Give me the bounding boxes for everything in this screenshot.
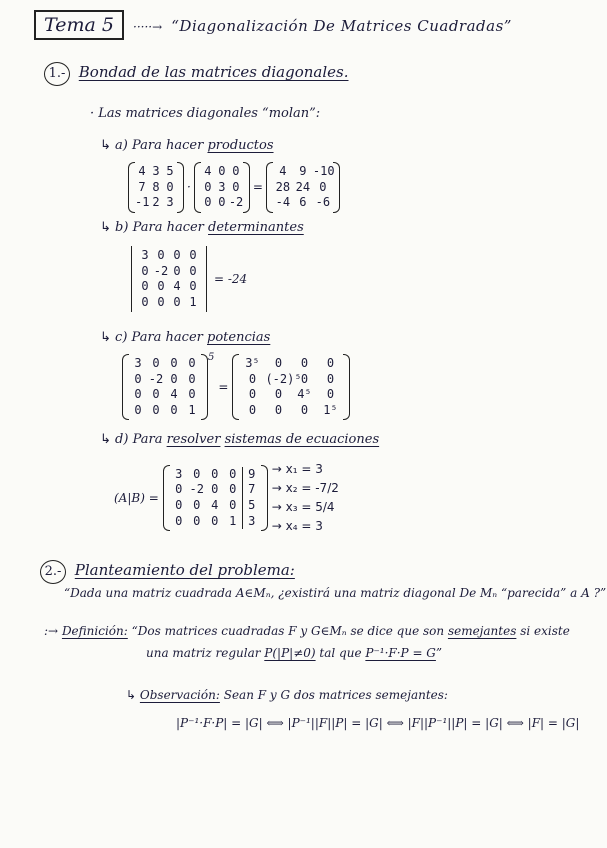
matrix-cell: 0 (229, 498, 237, 512)
augmented-label: (A|B) = (114, 491, 159, 505)
matrix-cell: 28 (275, 179, 291, 194)
matrix-cell: 8 (152, 179, 160, 194)
observation-formula: |P⁻¹·F·P| = |G| ⟺ |P⁻¹||F||P| = |G| ⟺ |F||P⁻¹||P| = |G| ⟺ |F| = |G| (176, 716, 580, 730)
matrix-cell: 0 (141, 294, 149, 309)
matrix-cell: -2 (148, 371, 164, 386)
keyword-resolver: resolver (166, 432, 221, 447)
matrix-row (137, 295, 201, 311)
matrix-cell: 3 (166, 195, 174, 210)
matrix-cell: 4 (173, 279, 181, 294)
matrix-row (170, 482, 261, 498)
matrix-row (129, 356, 201, 372)
matrix-cell: 0 (232, 179, 240, 194)
equals-sign: = (218, 380, 229, 395)
arrow-icon: ↳ (100, 138, 111, 153)
rhs-cell: 9 (242, 467, 261, 483)
matrix-cell: 0 (141, 279, 149, 294)
matrix-row (129, 372, 201, 388)
matrix-cell: 0 (173, 263, 181, 278)
matrix-a3 (266, 162, 340, 213)
determinant-result: = -24 (214, 272, 248, 287)
matrix-cell: 4 (211, 498, 219, 512)
matrix-cell: -2 (153, 263, 169, 278)
matrix-row (137, 248, 201, 264)
matrix-row (273, 164, 333, 180)
matrix-a1 (128, 162, 184, 213)
matrix-row (170, 467, 261, 483)
system-example (114, 460, 339, 536)
matrix-cell: 0 (326, 371, 335, 386)
power-example (122, 354, 350, 420)
rhs-cell: 5 (242, 498, 261, 514)
definition-label: Definición: (61, 624, 128, 638)
matrix-cell: 0 (193, 513, 201, 528)
matrix-cell: 9 (299, 164, 307, 178)
matrix-cell: 3 (134, 356, 142, 370)
matrix-cell: 4 (138, 164, 146, 178)
matrix-cell: -2 (189, 482, 204, 497)
tema-box: Tema 5 (34, 10, 124, 40)
matrix-cell: 5 (166, 164, 174, 178)
solution-item: → x₂ = -7/2 (271, 481, 339, 495)
matrix-cell: 0 (193, 466, 201, 481)
matrix-cell: 0 (170, 356, 178, 370)
matrix-cell: 1 (189, 294, 197, 309)
matrix-cell: 0 (211, 513, 219, 528)
matrix-cell: 4 (204, 164, 212, 178)
matrix-cell: (-2)⁵ (265, 371, 302, 386)
item-c-heading: ↳ c) Para hacer potencias (100, 330, 271, 345)
matrix-cell: 1 (229, 513, 237, 528)
matrix-cell: 0 (175, 513, 183, 528)
product-example (128, 162, 340, 213)
equals-sign: = (252, 180, 263, 195)
matrix-cell: -4 (275, 195, 291, 210)
keyword-potencias: potencias (207, 330, 271, 345)
matrix-row (137, 279, 201, 295)
matrix-cell: 0 (193, 498, 201, 512)
item-b-heading: ↳ b) Para hacer determinantes (100, 220, 304, 235)
section1-number: 1.- (44, 62, 70, 86)
section2-title: Planteamiento del problema: (74, 561, 295, 579)
matrix-c (122, 354, 208, 420)
page-title: “Diagonalización De Matrices Cuadradas” (171, 17, 512, 35)
matrix-cell: 0 (204, 179, 212, 194)
section1-heading (44, 62, 349, 86)
matrix-b (130, 246, 208, 312)
matrix-cell: 7 (138, 179, 146, 194)
matrix-cell: 3 (152, 164, 160, 178)
section2-heading (40, 560, 295, 584)
matrix-cell: 0 (152, 387, 160, 402)
matrix-cell: 0 (170, 402, 178, 417)
matrix-cell: 0 (188, 387, 196, 402)
matrix-cell: 0 (248, 402, 257, 417)
keyword-determinantes: determinantes (208, 220, 304, 235)
keyword-semejantes: semejantes (447, 624, 517, 638)
matrix-cell: -2 (228, 195, 244, 210)
matrix-row (239, 403, 343, 419)
matrix-cell: -6 (315, 195, 331, 210)
problem-question: “Dada una matriz cuadrada A∈Mₙ, ¿existirá una matriz diagonal De Mₙ “parecida” a A ?” (64, 586, 607, 600)
matrix-cell: 1 (188, 402, 196, 417)
regular-matrix-condition: P(|P|≠0) (264, 646, 316, 660)
matrix-cell: -10 (312, 164, 335, 178)
matrix-cell: 4 (170, 387, 178, 402)
matrix-cell: 0 (134, 371, 142, 386)
definition-line2: una matriz regular P(|P|≠0) tal que P⁻¹·F·P = G” (146, 646, 443, 660)
matrix-cell: 0 (175, 482, 183, 497)
matrix-cell: 0 (300, 371, 309, 386)
matrix-c-result (232, 354, 350, 420)
determinant-example (130, 246, 247, 312)
similarity-equation: P⁻¹·F·P = G (365, 646, 436, 660)
matrix-row (201, 164, 243, 180)
augmented-matrix (163, 465, 268, 531)
matrix-cell: 0 (189, 279, 197, 294)
matrix-cell: 3 (218, 179, 226, 194)
matrix-cell: 0 (204, 195, 212, 210)
matrix-row (239, 356, 343, 372)
header (34, 14, 512, 36)
matrix-cell: 0 (189, 248, 197, 262)
matrix-cell: 0 (274, 356, 283, 370)
arrow-icon: ↳ (100, 220, 111, 235)
matrix-row (170, 514, 261, 530)
matrix-cell: 0 (175, 498, 183, 512)
matrix-cell: 4 (279, 164, 287, 178)
matrix-cell: 0 (141, 263, 149, 278)
solution-item: → x₃ = 5/4 (271, 500, 335, 514)
matrix-row (170, 498, 261, 514)
matrix-row (137, 264, 201, 280)
item-d-heading: ↳ d) Para resolver sistemas de ecuaciones (100, 432, 380, 447)
matrix-cell: 0 (326, 387, 335, 402)
definition: :→ Definición: “Dos matrices cuadradas F y G∈Mₙ se dice que son semejantes si existe (44, 624, 570, 638)
matrix-row (201, 195, 243, 211)
matrix-cell: 0 (188, 371, 196, 386)
matrix-cell: 0 (152, 402, 160, 417)
observation-label: Observación: (139, 688, 220, 702)
matrix-row (239, 372, 343, 388)
matrix-row (135, 195, 177, 211)
matrix-cell: 0 (211, 466, 219, 481)
matrix-row (273, 195, 333, 211)
matrix-cell: 0 (152, 356, 160, 370)
solution-item: → x₄ = 3 (271, 519, 323, 533)
matrix-cell: 6 (299, 195, 307, 210)
matrix-cell: 0 (229, 482, 237, 497)
arrow-icon: ↳ (126, 688, 137, 702)
matrix-cell: 0 (218, 195, 226, 210)
matrix-cell: 0 (173, 294, 181, 309)
matrix-cell: 0 (173, 248, 181, 262)
header-dots: ·····→ (133, 20, 163, 34)
matrix-cell: 0 (189, 263, 197, 278)
arrow-icon: ↳ (100, 432, 111, 447)
matrix-row (239, 387, 343, 403)
matrix-cell: 0 (166, 179, 174, 194)
matrix-cell: 3 (141, 248, 149, 262)
matrix-cell: 0 (170, 371, 178, 386)
matrix-cell: 0 (319, 179, 327, 194)
matrix-cell: -1 (135, 195, 150, 210)
matrix-row (273, 180, 333, 196)
definition-marker: :→ (44, 624, 59, 638)
matrix-row (201, 180, 243, 196)
matrix-a2 (194, 162, 250, 213)
solution-item: → x₁ = 3 (271, 462, 323, 476)
solutions-list (272, 460, 339, 536)
matrix-cell: 0 (218, 164, 226, 178)
matrix-cell: 0 (274, 402, 283, 417)
matrix-cell: 0 (232, 164, 240, 178)
rhs-cell: 3 (242, 514, 261, 530)
matrix-cell: 3 (175, 466, 183, 481)
matrix-cell: 0 (134, 402, 142, 417)
section2-number: 2.- (40, 560, 66, 584)
matrix-cell: 0 (134, 387, 142, 402)
matrix-row (129, 387, 201, 403)
matrix-cell: 4⁵ (297, 387, 312, 402)
matrix-cell: 0 (157, 294, 165, 309)
item-a-heading: ↳ a) Para hacer productos (100, 138, 274, 153)
power-exponent: 5 (208, 352, 215, 363)
matrix-cell: 0 (248, 371, 257, 386)
matrix-cell: 0 (300, 402, 309, 417)
matrix-cell: 0 (248, 387, 257, 402)
dot-operator: · (187, 180, 191, 195)
arrow-icon: ↳ (100, 330, 111, 345)
matrix-row (135, 164, 177, 180)
matrix-cell: 0 (229, 466, 237, 481)
rhs-cell: 7 (242, 482, 261, 498)
matrix-cell: 2 (152, 195, 160, 210)
keyword-productos: productos (207, 138, 274, 153)
matrix-cell: 0 (274, 387, 283, 402)
keyword-sistemas: sistemas de ecuaciones (224, 432, 380, 447)
section1-title: Bondad de las matrices diagonales. (78, 63, 349, 81)
matrix-cell: 24 (295, 179, 311, 194)
matrix-cell: 0 (188, 356, 196, 370)
matrix-row (135, 180, 177, 196)
matrix-cell: 0 (211, 482, 219, 497)
matrix-cell: 1⁵ (323, 402, 338, 417)
matrix-row (129, 403, 201, 419)
section1-intro: · Las matrices diagonales “molan”: (90, 106, 321, 121)
matrix-cell: 0 (157, 279, 165, 294)
observation: ↳ Observación: Sean F y G dos matrices semejantes: (126, 688, 448, 702)
matrix-cell: 0 (300, 356, 309, 370)
matrix-cell: 0 (326, 356, 335, 370)
matrix-cell: 3⁵ (245, 356, 260, 370)
matrix-cell: 0 (157, 248, 165, 262)
